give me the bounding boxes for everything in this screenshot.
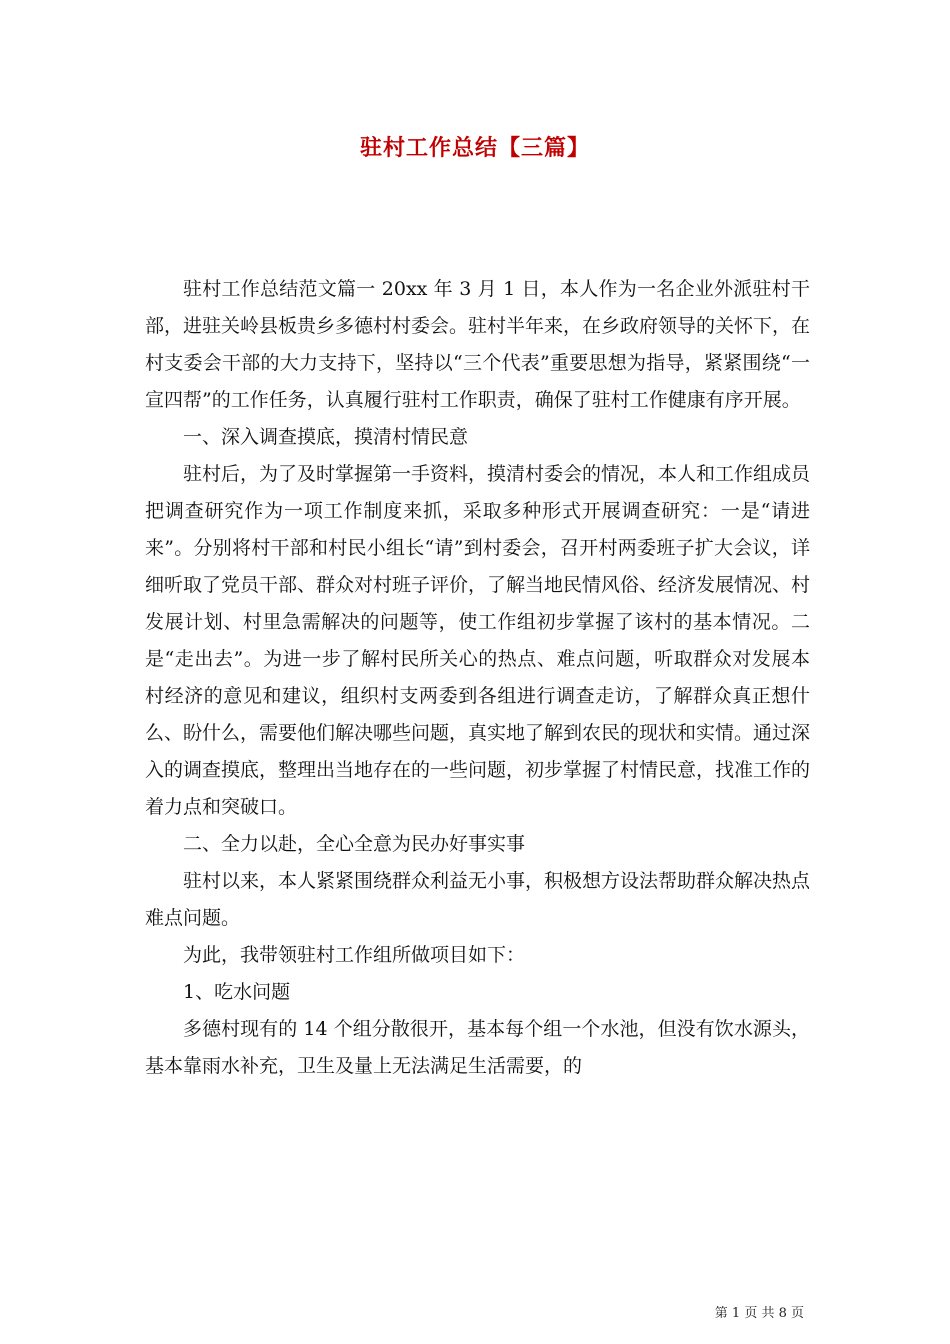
paragraph-projects-intro: 为此，我带领驻村工作组所做项目如下： [183, 944, 526, 966]
document-body [145, 271, 810, 1085]
section-heading-2: 二、全力以赴，全心全意为民办好事实事 [183, 833, 526, 855]
paragraph-help-people: 驻村以来，本人紧紧围绕群众利益无小事，积极想方设法帮助群众解决热点难点问题。 [145, 870, 811, 929]
paragraph-intro: 驻村工作总结范文篇一 20xx 年 3 月 1 日，本人作为一名企业外派驻村干部，进驻关岭县板贵乡多德村村委会。驻村半年来，在乡政府领导的关怀下，在村支委会干部的大力支持下，坚持以“三个代表”重要思想为指导，紧紧围绕“一宣四帮”的工作任务，认真履行驻村工作职责，确保了驻村工作健康有序开展。 [145, 278, 811, 411]
subheading-water: 1、吃水问题 [183, 981, 291, 1003]
paragraph-investigation: 驻村后，为了及时掌握第一手资料，摸清村委会的情况，本人和工作组成员把调查研究作为一项工作制度来抓，采取多种形式开展调查研究：一是“请进来”。分别将村干部和村民小组长“请”到村委会，召开村两委班子扩大会议，详细听取了党员干部、群众对村班子评价，了解当地民情风俗、经济发展情况、村发展计划、村里急需解决的问题等，使工作组初步掌握了该村的基本情况。二是“走出去”。为进一步了解村民所关心的热点、难点问题，听取群众对发展本村经济的意见和建议，组织村支两委到各组进行调查走访，了解群众真正想什么、盼什么，需要他们解决哪些问题，真实地了解到农民的现状和实情。通过深入的调查摸底，整理出当地存在的一些问题，初步掌握了村情民意，找准工作的着力点和突破口。 [145, 463, 811, 818]
page-number: 第 1 页 共 8 页 [714, 1306, 804, 1321]
section-heading-1: 一、深入调查摸底，摸清村情民意 [183, 426, 469, 448]
document-title: 驻村工作总结【三篇】 [359, 135, 590, 161]
paragraph-water: 多德村现有的 14 个组分散很开，基本每个组一个水池，但没有饮水源头，基本靠雨水补充，卫生及量上无法满足生活需要，的 [145, 1018, 810, 1077]
